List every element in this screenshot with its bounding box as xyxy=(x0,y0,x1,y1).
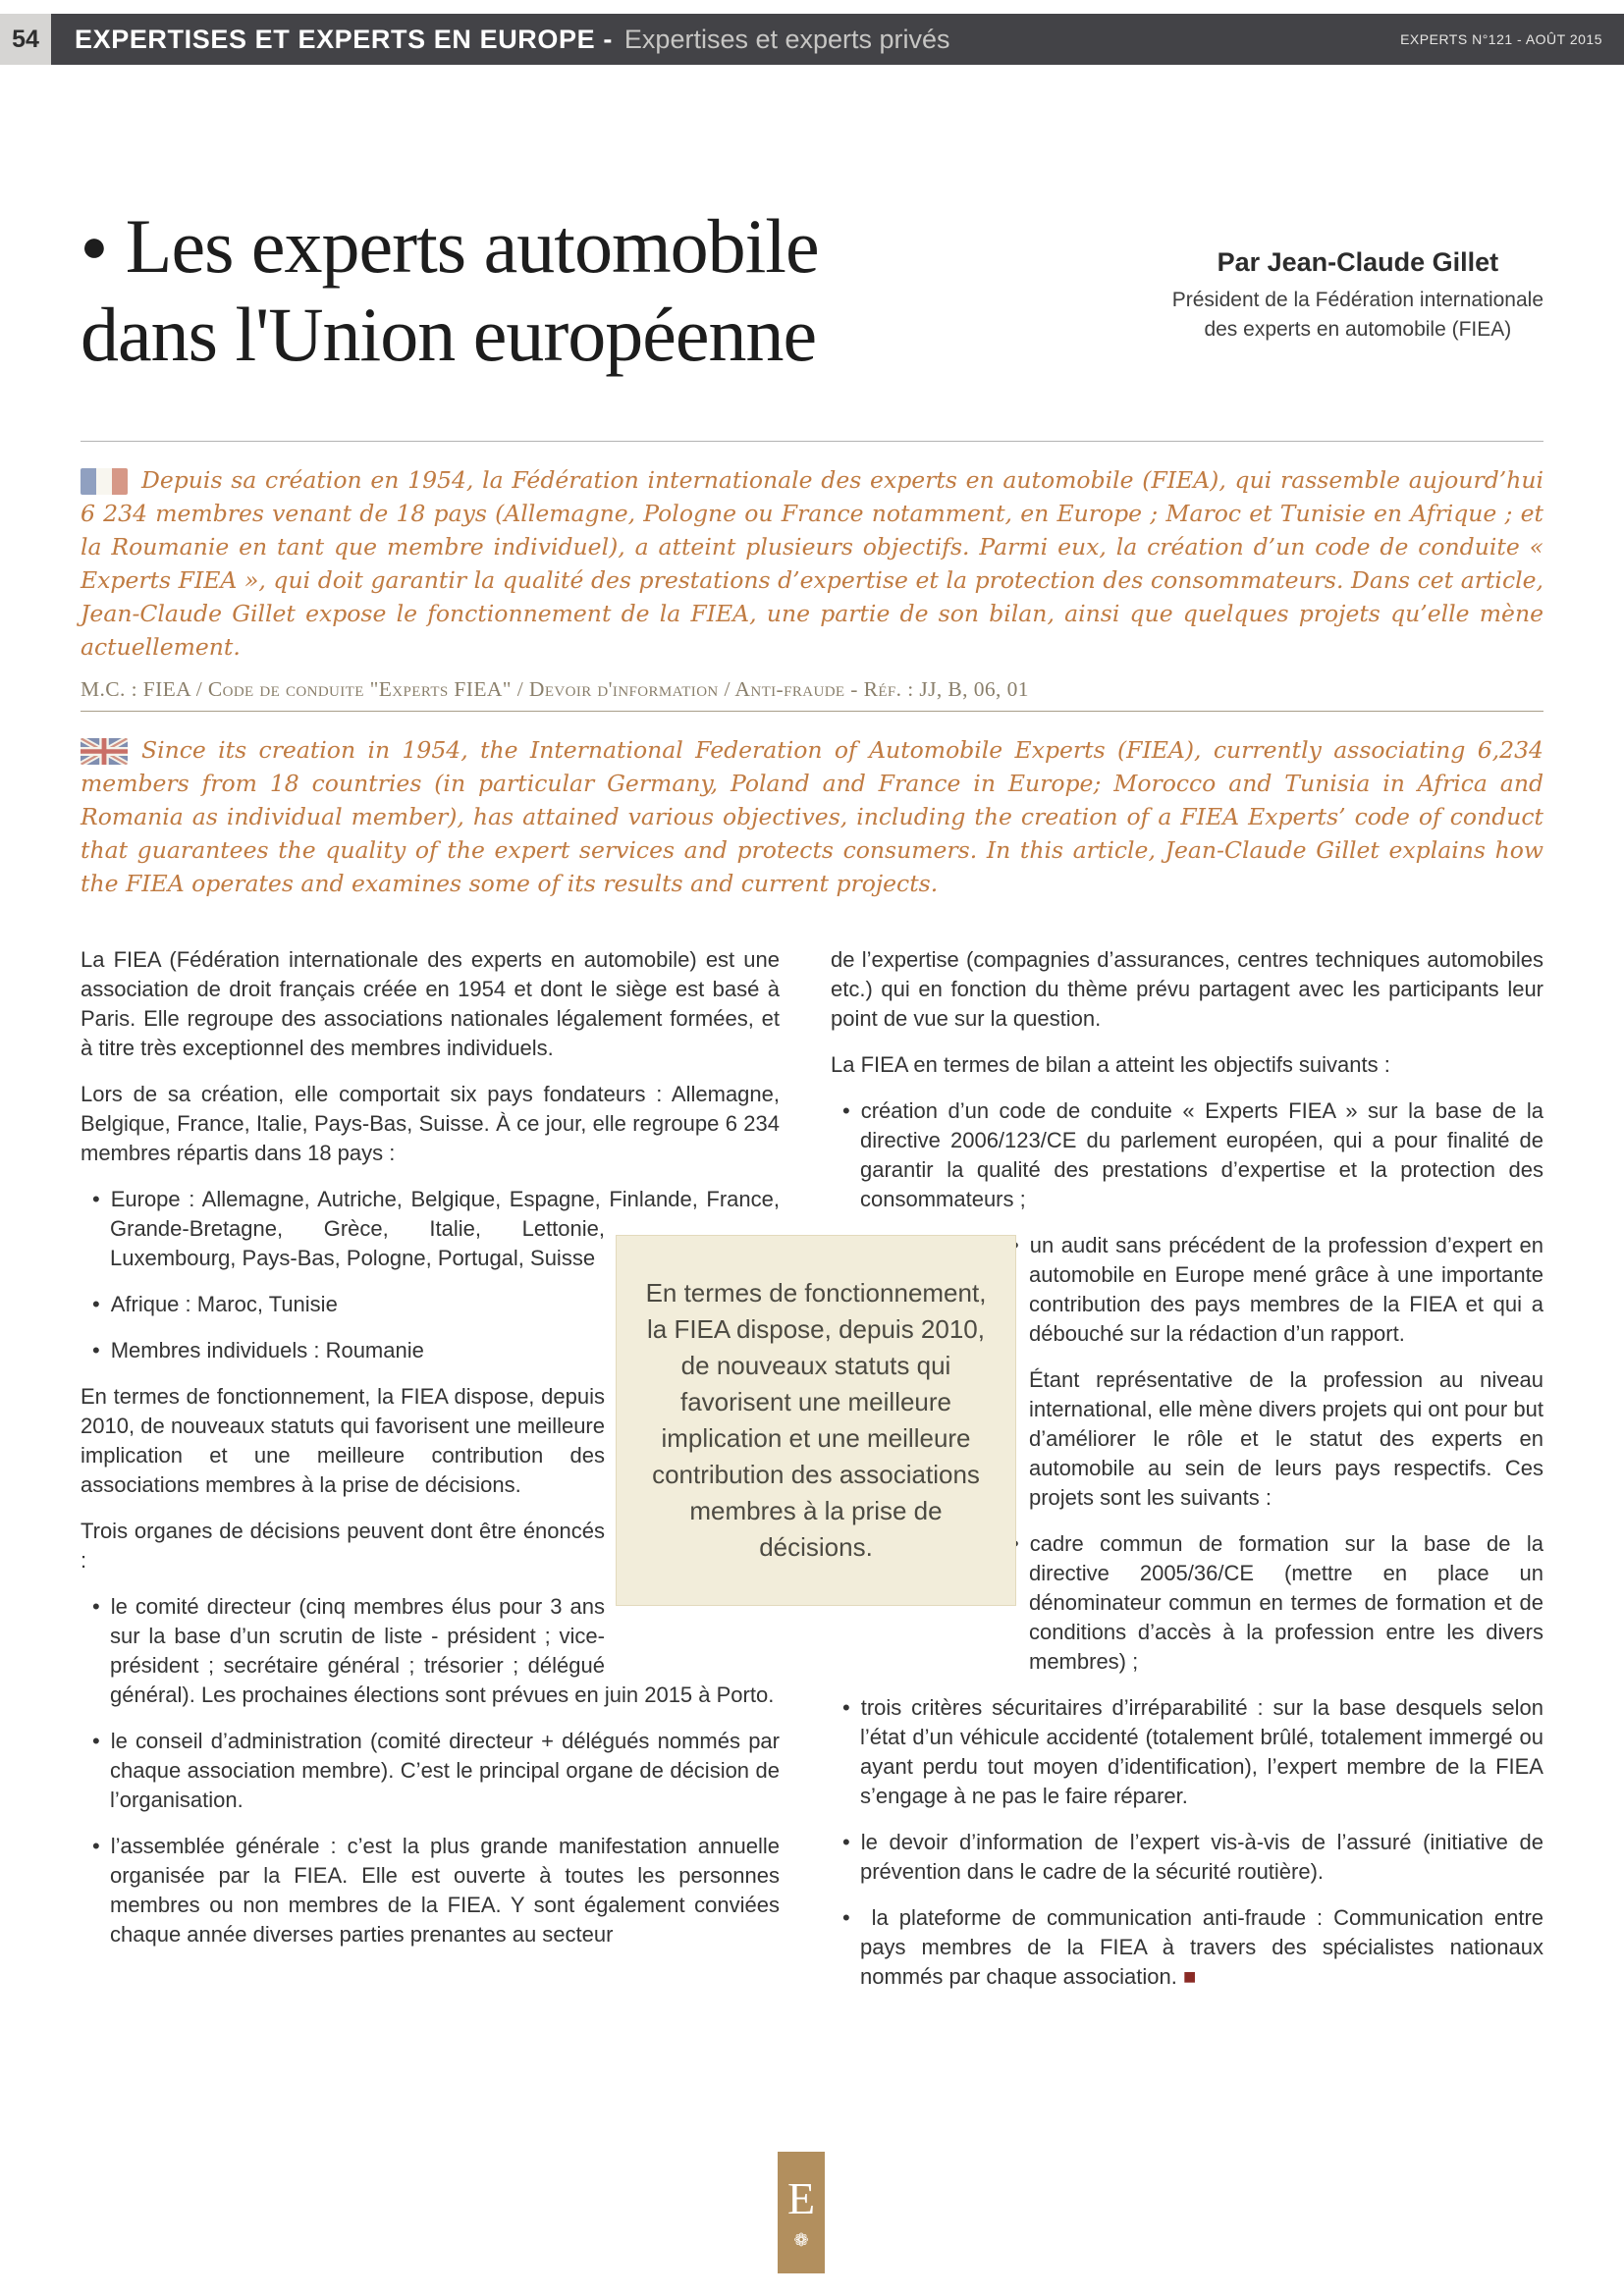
paragraph: de l’expertise (compagnies d’assurances, centres techniques automobiles etc.) qui en fonction du thème prévu partagent avec les participants leur point de vue sur la question. xyxy=(831,946,1543,1031)
list-item: • création d’un code de conduite « Experts FIEA » sur la base de la directive 2006/123/CE du parlement européen, qui a pour finalité de garantir la qualité des prestations d’expertise et la protection des consommateurs ; xyxy=(831,1096,1543,1214)
paragraph: Étant représentative de la profession au niveau international, elle mène divers projets qui ont pour but d’améliorer le rôle et le statut des experts en automobile au sein de leurs pays respectifs. Ces projets sont les suivants : xyxy=(1029,1366,1543,1510)
article-title xyxy=(81,202,1062,380)
author-block xyxy=(1172,247,1543,346)
pull-quote-box: En termes de fonctionnement, la FIEA dispose, depuis 2010, de nouveaux statuts qui favorisent une meilleure implication et une meilleure contribution des associations membres à la prise de décisions. xyxy=(616,1235,1016,1606)
publisher-logo xyxy=(778,2152,825,2273)
abstract-english xyxy=(81,733,1543,900)
france-flag-icon xyxy=(81,468,128,495)
paragraph: La FIEA en termes de bilan a atteint les objectifs suivants : xyxy=(831,1051,1390,1077)
list-item: • Europe : Allemagne, Autriche, Belgique, Espagne, Finlande, France, Grande-Bretagne, Grèce, Italie, Lettonie, Luxembourg, Pays-Bas, Pologne, Portugal, Suisse xyxy=(81,1185,780,1273)
abstract-english-text: Since its creation in 1954, the International Federation of Automobile Experts (FIEA), currently associating 6,234 members from 18 countries (in particular Germany, Poland and France in Europe; Morocco and Tunisia in Africa and Romania as individual member), has attained various objectives, including the creation of a FIEA Experts’ code of conduct that guarantees the quality of the expert services and protects consumers. In this article, Jean-Claude Gillet explains how the FIEA operates and examines some of its results and current projects. xyxy=(81,735,1543,897)
section-header xyxy=(51,14,1624,65)
page-header-bar xyxy=(0,14,1624,65)
paragraph: Lors de sa création, elle comportait six pays fondateurs : Allemagne, Belgique, France, Italie, Pays-Bas, Suisse. À ce jour, elle regroupe 6 234 membres répartis dans 18 pays : xyxy=(81,1081,780,1165)
paragraph: En termes de fonctionnement, la FIEA dispose, depuis 2010, de nouveaux statuts qui favorisent une meilleure implication et une meilleure contribution des associations membres à la prise de décisions. xyxy=(81,1383,605,1497)
list-item: • Membres individuels : Roumanie xyxy=(81,1336,780,1365)
abstract-french xyxy=(81,463,1543,664)
list-item: • Afrique : Maroc, Tunisie xyxy=(81,1290,780,1319)
abstract-french-text: Depuis sa création en 1954, la Fédération internationale des experts en automobile (FIEA), qui rassemble aujourd’hui 6 234 membres venant de 18 pays (Allemagne, Pologne ou France notamment, en Europe ; Maroc et Tunisie en Afrique ; et la Roumanie en tant que membre individuel), a atteint plusieurs objectifs. Parmi eux, la création d’un code de conduite « Experts FIEA », qui doit garantir la qualité des prestations d’expertise et la protection des consommateurs. Dans cet article, Jean-Claude Gillet expose le fonctionnement de la FIEA, une partie de son bilan, ainsi que quelques projets qu’elle mène actuellement. xyxy=(81,465,1543,661)
title-text-1: Les experts automobile xyxy=(125,203,819,289)
uk-flag-icon xyxy=(81,738,128,765)
author-role-line-1: Président de la Fédération internationale xyxy=(1171,289,1543,311)
list-item: • le comité directeur (cinq membres élus pour 3 ans sur la base d’un scrutin de liste - président ; vice-président ; secrétaire général ; trésorier ; délégué général). Les prochaines élections sont prévues en juin 2015 à Porto. xyxy=(81,1592,780,1710)
section-subtitle: Expertises et experts privés xyxy=(623,24,950,54)
list-item: • l’assemblée générale : c’est la plus grande manifestation annuelle organisée par la FIEA. Elle est ouverte à toutes les personnes membres ou non membres de la FIEA. Y sont également conviées chaque année diverses parties prenantes au secteur xyxy=(81,1832,780,1949)
title-bullet-icon: ● xyxy=(81,221,108,271)
section-title: EXPERTISES ET EXPERTS EN EUROPE - xyxy=(75,24,613,54)
list-item: • cadre commun de formation sur la base de la directive 2005/36/CE (mettre en place un dénominateur commun en termes de formation et de conditions d’accès à la profession entre les divers membres) ; xyxy=(831,1529,1543,1677)
list-item: • un audit sans précédent de la profession d’expert en automobile en Europe mené grâce à une importante contribution des pays membres de la FIEA et qui a débouché sur la rédaction d’un rapport. xyxy=(831,1231,1543,1349)
publisher-logo-letter: E xyxy=(786,2173,816,2223)
list-item: • le conseil d’administration (comité directeur + délégués nommés par chaque association membre). C’est le principal organe de décision de l’organisation. xyxy=(81,1727,780,1815)
article-end-mark: ■ xyxy=(1182,1963,1197,1989)
page-number: 54 xyxy=(0,14,51,65)
head-divider xyxy=(81,441,1543,442)
publisher-logo-flower-icon: ❁ xyxy=(793,2230,809,2250)
title-line-1 xyxy=(81,203,819,289)
article-head xyxy=(81,202,1543,380)
keywords-line: M.C. : FIEA / Code de conduite "Experts FIEA" / Devoir d'information / Anti-fraude - Réf. : JJ, B, 06, 01 xyxy=(81,677,1543,712)
list-item xyxy=(831,1903,1543,1992)
issue-label: EXPERTS N°121 - AOÛT 2015 xyxy=(1400,31,1602,47)
list-item-text: la plateforme de communication anti-fraude : Communication entre pays membres de la FIEA à travers des spécialistes nationaux nommés par chaque association. xyxy=(860,1904,1543,1989)
title-text-2: dans l'Union européenne xyxy=(81,292,817,378)
author-role-line-2: des experts en automobile (FIEA) xyxy=(1204,318,1512,342)
article-body xyxy=(81,945,1543,2008)
paragraph: La FIEA (Fédération internationale des experts en automobile) est une association de droit français créée en 1954 et dont le siège est basé à Paris. Elle regroupe des associations nationales légalement formées, et à titre très exceptionnel des membres individuels. xyxy=(81,946,780,1060)
list-item: • le devoir d’information de l’expert vis-à-vis de l’assuré (initiative de prévention dans le cadre de la sécurité routière). xyxy=(831,1828,1543,1887)
author-name: Par Jean-Claude Gillet xyxy=(1217,247,1499,277)
paragraph: Trois organes de décisions peuvent dont être énoncés : xyxy=(81,1518,605,1573)
list-item: • trois critères sécuritaires d’irréparabilité : sur la base desquels selon l’état d’un véhicule accidenté (totalement brûlé, totalement immergé ou ayant perdu tout moyen d’identification), l’expert membre de la FIEA s’engage à ne pas le faire réparer. xyxy=(831,1693,1543,1811)
